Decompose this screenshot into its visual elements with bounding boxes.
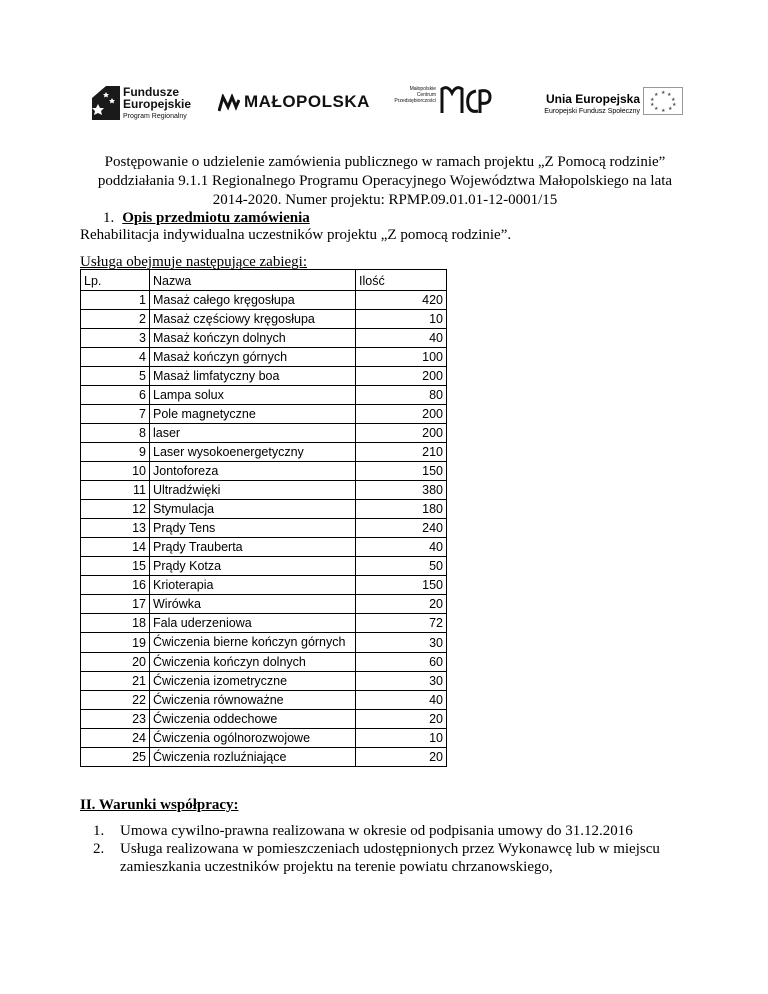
conditions-list [80,822,730,876]
header-name: Nazwa [150,270,356,291]
row-name: Prądy Trauberta [150,538,356,557]
row-qty: 380 [356,481,447,500]
row-qty: 150 [356,462,447,481]
row-name: Stymulacja [150,500,356,519]
table-row [81,633,447,653]
section-1-heading [103,210,310,227]
row-lp: 7 [81,405,150,424]
row-name: Prądy Kotza [150,557,356,576]
row-name: Ćwiczenia izometryczne [150,672,356,691]
row-name: Ćwiczenia rozluźniające [150,748,356,767]
section-1-title: Opis przedmiotu zamówienia [122,210,310,226]
row-lp: 14 [81,538,150,557]
section-1-number: 1. [103,210,115,226]
unia-europejska-logo [530,92,640,115]
row-name: Ultradźwięki [150,481,356,500]
table-row [81,500,447,519]
row-name: Laser wysokoenergetyczny [150,443,356,462]
row-qty: 40 [356,538,447,557]
row-name: Wirówka [150,595,356,614]
row-lp: 5 [81,367,150,386]
table-row [81,424,447,443]
row-name: Ćwiczenia równoważne [150,691,356,710]
condition-number: 2. [93,841,105,857]
fundusze-line2: Europejskie [123,97,192,111]
row-qty: 60 [356,653,447,672]
table-row [81,386,447,405]
table-row [81,329,447,348]
table-header-row [81,270,447,291]
mcp-line2: Centrum [416,92,436,98]
row-lp: 2 [81,310,150,329]
row-qty: 20 [356,748,447,767]
row-name: laser [150,424,356,443]
table-row [81,310,447,329]
row-qty: 30 [356,633,447,653]
row-qty: 420 [356,291,447,310]
fundusze-europejskie-logo [123,86,191,121]
row-lp: 18 [81,614,150,633]
table-row [81,653,447,672]
row-name: Masaż limfatyczny boa [150,367,356,386]
mcp-logo-icon [440,83,492,117]
table-row [81,576,447,595]
table-row [81,481,447,500]
row-lp: 22 [81,691,150,710]
fundusze-europejskie-logo-icon [92,86,120,120]
mcp-logo-text [394,86,436,104]
table-row [81,595,447,614]
fundusze-line1: Fundusze [123,85,179,99]
row-qty: 10 [356,310,447,329]
row-qty: 20 [356,595,447,614]
row-name: Krioterapia [150,576,356,595]
malopolska-text: MAŁOPOLSKA [244,92,370,111]
row-lp: 8 [81,424,150,443]
row-lp: 20 [81,653,150,672]
row-lp: 17 [81,595,150,614]
row-lp: 4 [81,348,150,367]
table-row [81,348,447,367]
row-qty: 200 [356,424,447,443]
row-name: Ćwiczenia oddechowe [150,710,356,729]
row-name: Masaż kończyn górnych [150,348,356,367]
section-2-heading: II. Warunki współpracy: [80,797,239,813]
table-row [81,748,447,767]
row-qty: 200 [356,367,447,386]
table-row [81,614,447,633]
table-row [81,367,447,386]
row-lp: 16 [81,576,150,595]
row-lp: 10 [81,462,150,481]
header-qty: Ilość [356,270,447,291]
row-name: Prądy Tens [150,519,356,538]
table-row [81,538,447,557]
eu-flag-icon: ★ ★ ★ ★ ★ ★ ★ ★ ★ ★ [643,87,683,115]
row-name: Masaż kończyn dolnych [150,329,356,348]
row-qty: 30 [356,672,447,691]
row-qty: 180 [356,500,447,519]
ue-sub: Europejski Fundusz Społeczny [544,108,640,115]
condition-text: Usługa realizowana w pomieszczeniach udostępnionych przez Wykonawcę lub w miejscu zamieszkania uczestników projektu na terenie powiatu chrzanowskiego, [120,841,660,875]
row-name: Ćwiczenia bierne kończyn górnych [150,633,356,653]
row-name: Jontoforeza [150,462,356,481]
table-row [81,710,447,729]
malopolska-logo [218,92,370,112]
row-name: Pole magnetyczne [150,405,356,424]
table-row [81,691,447,710]
header-lp: Lp. [81,270,150,291]
table-row [81,672,447,691]
row-lp: 25 [81,748,150,767]
row-qty: 40 [356,691,447,710]
table-row [81,291,447,310]
row-lp: 12 [81,500,150,519]
row-lp: 13 [81,519,150,538]
row-lp: 1 [81,291,150,310]
row-qty: 40 [356,329,447,348]
row-lp: 19 [81,633,150,653]
row-qty: 150 [356,576,447,595]
table-row [81,519,447,538]
row-name: Masaż częściowy kręgosłupa [150,310,356,329]
procurement-header: Postępowanie o udzielenie zamówienia publicznego w ramach projektu „Z Pomocą rodzinie” poddziałania 9.1.1 Regionalnego Programu Operacyjnego Województwa Małopolskiego na lata 2014-2020. Numer projektu: RPMP.09.01.01-12-0001/15 [97,154,673,208]
row-name: Lampa solux [150,386,356,405]
table-row [81,729,447,748]
row-qty: 10 [356,729,447,748]
treatments-table [80,269,447,767]
mcp-line1: Małopolskie [409,86,436,92]
row-qty: 210 [356,443,447,462]
row-qty: 50 [356,557,447,576]
row-qty: 240 [356,519,447,538]
row-name: Ćwiczenia kończyn dolnych [150,653,356,672]
ue-title: Unia Europejska [545,92,640,106]
row-name: Masaż całego kręgosłupa [150,291,356,310]
section-1-description: Rehabilitacja indywidualna uczestników projektu „Z pomocą rodzinie”. [80,227,512,243]
malopolska-mountain-icon [218,94,240,112]
services-intro: Usługa obejmuje następujące zabiegi: [80,254,307,270]
row-lp: 24 [81,729,150,748]
row-lp: 3 [81,329,150,348]
row-lp: 15 [81,557,150,576]
row-name: Ćwiczenia ogólnorozwojowe [150,729,356,748]
fundusze-sub: Program Regionalny [123,113,187,120]
row-qty: 20 [356,710,447,729]
table-row [81,557,447,576]
row-lp: 21 [81,672,150,691]
condition-text: Umowa cywilno-prawna realizowana w okresie od podpisania umowy do 31.12.2016 [120,823,633,839]
row-qty: 72 [356,614,447,633]
condition-item [93,822,730,840]
row-qty: 100 [356,348,447,367]
row-name: Fala uderzeniowa [150,614,356,633]
row-qty: 80 [356,386,447,405]
table-row [81,462,447,481]
row-lp: 9 [81,443,150,462]
row-lp: 11 [81,481,150,500]
row-lp: 6 [81,386,150,405]
row-lp: 23 [81,710,150,729]
row-qty: 200 [356,405,447,424]
table-row [81,405,447,424]
condition-number: 1. [93,823,105,839]
condition-item [93,840,730,876]
mcp-line3: Przedsiębiorczości [394,98,436,104]
table-row [81,443,447,462]
